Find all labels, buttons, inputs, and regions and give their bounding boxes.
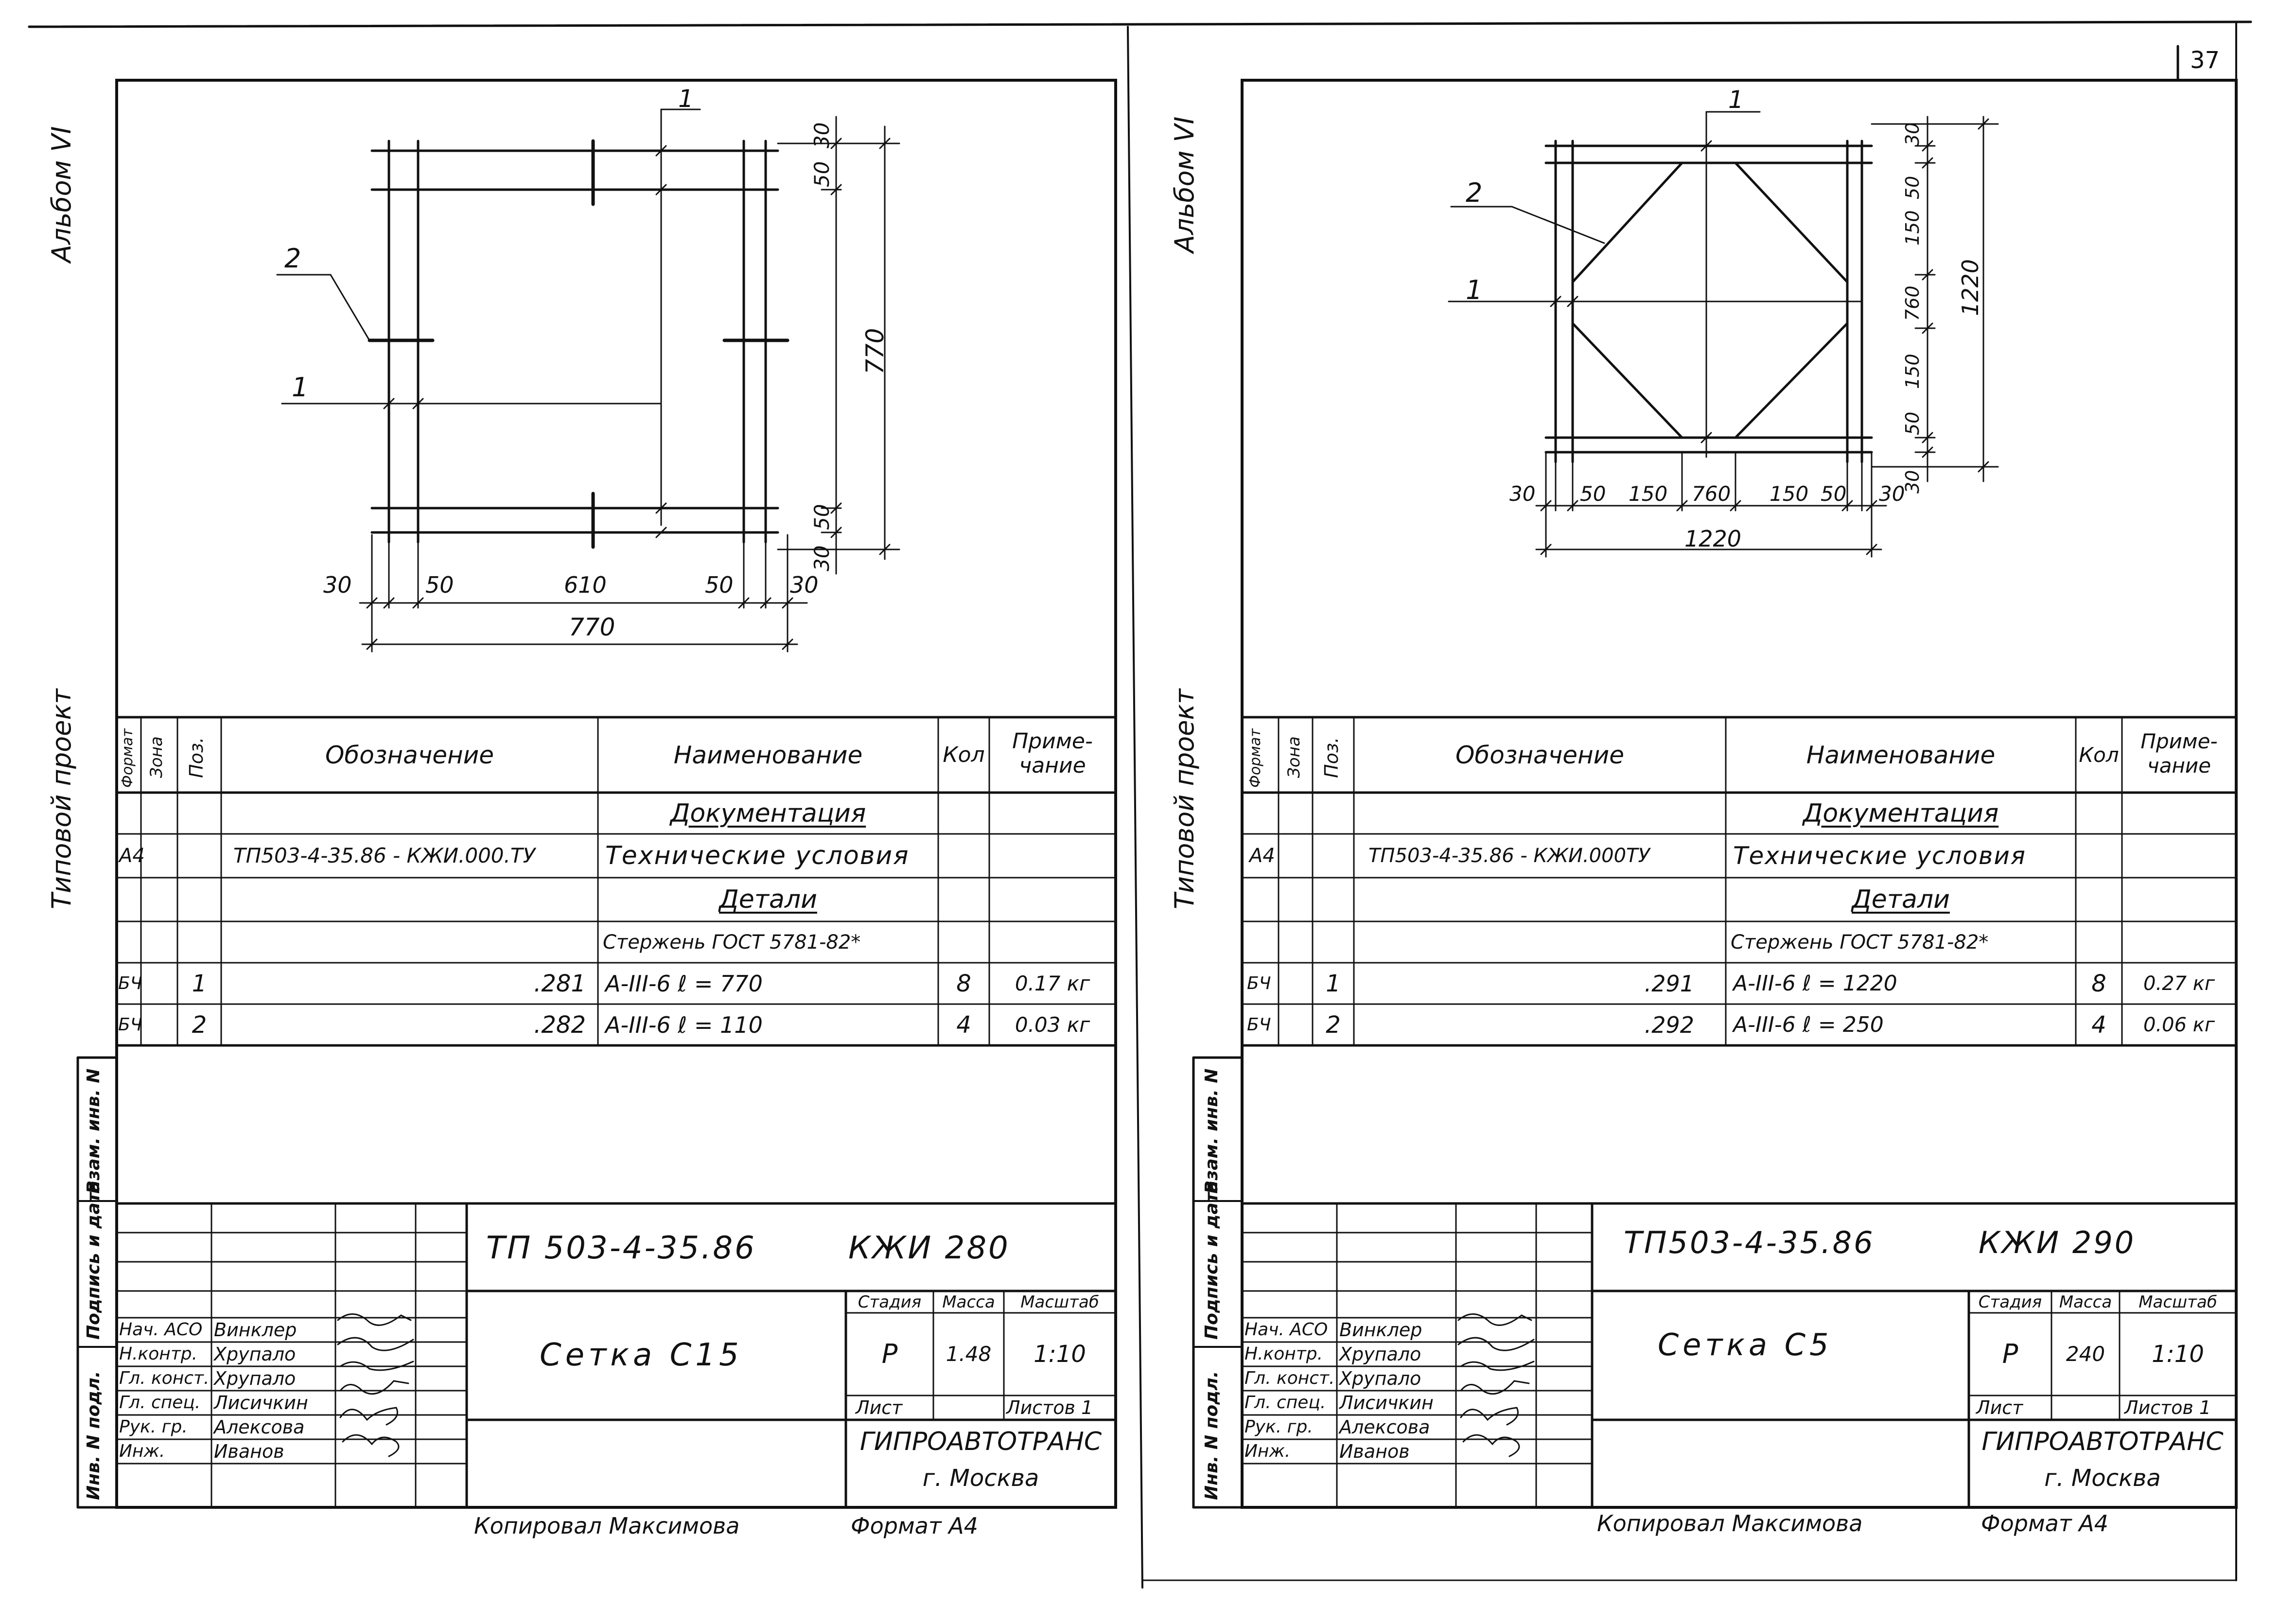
stamp-signature-date: Подпись и дата [84,1181,104,1340]
person-name: Алексова [1339,1416,1430,1438]
role: Н.контр. [119,1344,198,1364]
dim-bottom-50b: 50 [705,572,734,598]
person-name: Хрупало [1339,1343,1421,1365]
organization: ГИПРОАВТОТРАНС [859,1427,1102,1456]
col-format-header: Формат [119,728,136,788]
col-designation-header: Обозначение [325,741,494,769]
row-format: А4 [1249,845,1275,867]
row-format: А4 [119,845,145,867]
col-note-header-bottom: чание [2147,754,2211,777]
row-qty: 8 [2091,970,2106,997]
copied-by: Копировал Максимова [1597,1510,1863,1537]
dim-right-30a: 30 [810,122,834,148]
callout-1-left: 1 [292,372,309,403]
doc-name: Сетка С15 [540,1337,743,1373]
dim-bottom-total: 770 [569,613,615,641]
col-qty-header: Кол [2079,742,2119,767]
stamp-inv-orig: Инв. N подл. [1202,1371,1222,1500]
row-qty: 4 [2091,1011,2106,1039]
dim-right-760: 760 [1902,285,1923,321]
row-name: A-III-6 ℓ = 250 [1733,1012,1884,1037]
role: Инж. [1244,1441,1291,1461]
stage-label: Стадия [858,1292,922,1312]
sheet-format: Формат А4 [851,1513,978,1539]
row-designation: .291 [1644,970,1694,997]
sheet-label: Лист [856,1397,903,1418]
col-pos-header: Поз. [186,737,207,778]
person-name: Винклер [1339,1319,1422,1341]
dim-right-30b: 30 [810,545,834,571]
person-name: Иванов [1339,1441,1410,1462]
dim-bottom-total: 1220 [1684,526,1742,552]
person-name: Лисичкин [1339,1392,1434,1414]
section-documentation: Документация [1803,798,1999,828]
row-format: БЧ [1247,1014,1271,1035]
role: Рук. гр. [119,1417,188,1437]
mass-label: Масса [942,1292,995,1312]
stamp-inv-orig: Инв. N подл. [84,1371,104,1500]
dim-right-50b: 50 [1902,411,1923,435]
person-name: Лисичкин [214,1392,308,1414]
role: Гл. конст. [1244,1368,1335,1388]
row-name: Технические условия [1733,842,2026,870]
role: Гл. спец. [1244,1393,1326,1413]
row-pos: 1 [1326,970,1341,997]
person-name: Винклер [214,1319,297,1341]
role: Рук. гр. [1244,1417,1313,1437]
callout-2: 2 [1466,177,1483,208]
sheet-label: Лист [1976,1397,2023,1418]
person-name: Хрупало [214,1343,296,1365]
callout-1-left: 1 [1466,275,1483,305]
stage-value: Р [881,1339,898,1369]
row-material: Стержень ГОСТ 5781-82* [603,931,861,954]
col-note-header-top: Приме- [1012,729,1093,754]
role: Инж. [119,1441,165,1461]
section-documentation: Документация [670,798,866,828]
col-format-header: Формат [1247,728,1264,788]
dim-bottom-50b: 50 [1821,482,1847,506]
row-format: БЧ [118,973,142,993]
row-designation: ТП503-4-35.86 - КЖИ.000.ТУ [233,844,536,867]
row-note: 0.27 кг [2143,972,2215,995]
dim-right-30b: 30 [1902,470,1923,494]
dim-bottom-30a: 30 [1509,482,1536,506]
role: Нач. АСО [1244,1320,1328,1340]
person-name: Алексова [214,1416,305,1438]
dim-right-150a: 150 [1902,210,1923,246]
col-pos-header: Поз. [1321,737,1342,778]
row-name: A-III-6 ℓ = 1220 [1733,971,1897,996]
doc-mark: КЖИ 280 [848,1230,1010,1266]
scale-label: Масштаб [2138,1292,2217,1312]
row-material: Стержень ГОСТ 5781-82* [1731,931,1989,954]
role: Н.контр. [1244,1344,1323,1364]
scale-label: Масштаб [1020,1292,1099,1312]
row-format: БЧ [1247,973,1271,993]
sheets-label: Листов 1 [1006,1397,1093,1418]
stage-value: Р [2002,1339,2018,1369]
person-name: Хрупало [214,1368,296,1389]
dim-bottom-150b: 150 [1770,482,1809,506]
col-zone-header: Зона [1284,736,1304,778]
dim-right-50a: 50 [810,161,834,187]
doc-name: Сетка С5 [1658,1327,1833,1362]
section-details: Детали [719,885,817,914]
col-note-header-bottom: чание [1019,753,1086,778]
row-note: 0.03 кг [1015,1012,1090,1037]
scale-value: 1:10 [1034,1341,1086,1368]
dim-right-total: 1220 [1957,259,1983,316]
album-label: Альбом VI [1169,116,1200,253]
role: Нач. АСО [119,1320,203,1340]
row-pos: 2 [192,1011,207,1039]
person-name: Иванов [214,1441,284,1462]
callout-1-top: 1 [678,85,694,113]
dim-right-total: 770 [861,328,889,374]
dim-bottom-30a: 30 [323,572,352,598]
dim-right-50b: 50 [810,504,834,530]
dim-bottom-30b: 30 [790,572,819,598]
row-note: 0.06 кг [2143,1013,2215,1036]
sheets-label: Листов 1 [2124,1397,2211,1418]
dim-right-150b: 150 [1902,353,1923,389]
dim-bottom-50a: 50 [425,572,454,598]
dim-bottom-30b: 30 [1879,482,1905,506]
dim-bottom-50a: 50 [1580,482,1606,506]
project-label: Типовой проект [46,689,77,909]
row-name: A-III-6 ℓ = 770 [605,970,763,997]
dim-bottom-760: 760 [1692,482,1731,506]
page-number: 37 [2190,47,2220,74]
section-details: Детали [1852,885,1950,914]
stage-label: Стадия [1978,1292,2042,1312]
col-name-header: Наименование [1806,741,1996,769]
city: г. Москва [2044,1465,2161,1492]
col-qty-header: Кол [943,742,985,767]
row-pos: 1 [192,970,207,997]
stamp-signature-date: Подпись и дата [1202,1181,1222,1340]
stamp-replace-inv: Взам. инв. N [1202,1068,1222,1194]
role: Гл. спец. [119,1393,201,1413]
row-name: A-III-6 ℓ = 110 [605,1011,763,1038]
row-format: БЧ [118,1014,142,1035]
col-zone-header: Зона [147,736,166,778]
organization: ГИПРОАВТОТРАНС [1981,1427,2224,1456]
row-designation: ТП503-4-35.86 - КЖИ.000ТУ [1368,845,1650,867]
col-designation-header: Обозначение [1455,741,1624,769]
dim-right-30a: 30 [1902,122,1923,146]
callout-2: 2 [284,243,301,274]
role: Гл. конст. [119,1368,210,1388]
row-designation: .282 [534,1011,586,1039]
scale-value: 1:10 [2152,1341,2204,1368]
row-designation: .281 [534,970,586,997]
row-note: 0.17 кг [1015,971,1090,995]
mass-value: 240 [2066,1342,2105,1366]
mass-label: Масса [2059,1292,2112,1312]
doc-code: ТП 503-4-35.86 [486,1230,756,1266]
album-label: Альбом VI [46,126,77,263]
row-pos: 2 [1326,1011,1341,1039]
city: г. Москва [922,1465,1039,1492]
project-label: Типовой проект [1169,689,1200,909]
person-name: Хрупало [1339,1368,1421,1389]
dim-right-50a: 50 [1902,176,1923,199]
doc-mark: КЖИ 290 [1979,1225,2136,1260]
row-name: Технические условия [605,841,910,870]
sheet-format: Формат А4 [1981,1510,2108,1537]
mass-value: 1.48 [946,1342,992,1366]
row-qty: 8 [956,970,971,997]
doc-code: ТП503-4-35.86 [1624,1225,1875,1260]
copied-by: Копировал Максимова [474,1513,740,1539]
col-name-header: Наименование [673,741,863,769]
row-qty: 4 [956,1011,971,1039]
stamp-replace-inv: Взам. инв. N [84,1068,104,1194]
col-note-header-top: Приме- [2140,729,2218,753]
callout-1-top: 1 [1728,86,1744,114]
dim-bottom-610: 610 [564,572,607,598]
row-designation: .292 [1644,1011,1694,1038]
dim-bottom-150a: 150 [1629,482,1668,506]
